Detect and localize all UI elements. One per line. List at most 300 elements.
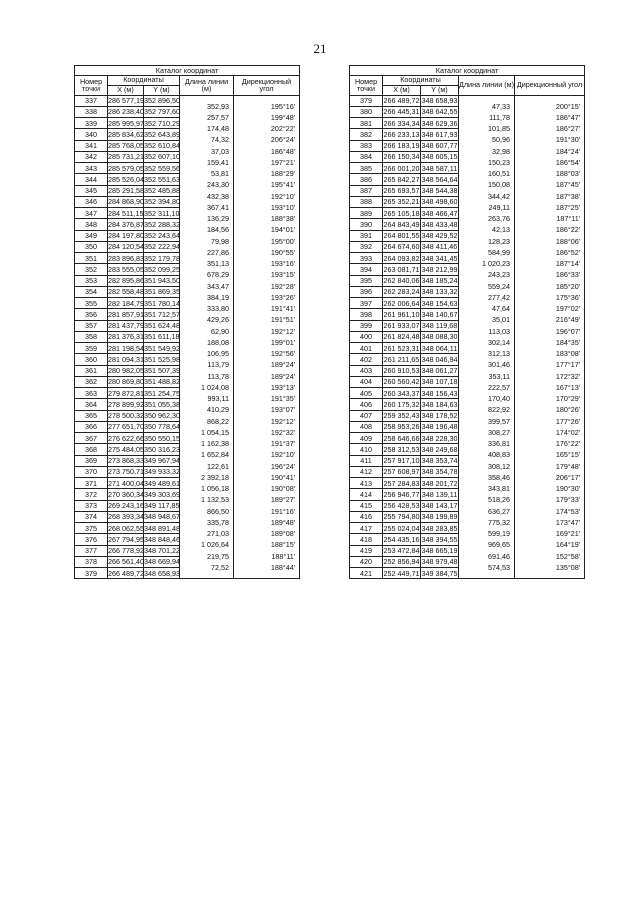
point-number-cell: 357 bbox=[75, 320, 108, 331]
table-row bbox=[350, 523, 585, 534]
bearing-cell: 202°22' bbox=[234, 118, 300, 129]
table-row bbox=[350, 309, 585, 320]
y-coordinate-cell: 352 288,32 bbox=[144, 219, 180, 229]
x-coordinate-cell: 255 024,04 bbox=[383, 523, 420, 533]
table-row bbox=[75, 568, 300, 579]
table-row bbox=[350, 433, 585, 444]
point-number-cell: 420 bbox=[350, 556, 383, 567]
point-number-cell: 353 bbox=[75, 275, 108, 286]
x-coordinate-cell: 262 840,06 bbox=[383, 276, 420, 286]
x-coordinate-cell: 270 360,34 bbox=[108, 489, 144, 499]
x-coordinate-cell: 285 579,05 bbox=[108, 163, 144, 173]
y-coordinate-cell: 351 611,18 bbox=[144, 332, 180, 342]
line-length-cell: 184,56 bbox=[180, 219, 234, 230]
y-coordinate-cell: 348 658,93 bbox=[421, 96, 458, 106]
y-coordinate-cell: 351 712,57 bbox=[144, 309, 180, 319]
y-coordinate-cell: 348 411,46 bbox=[421, 242, 458, 252]
point-number-cell: 396 bbox=[350, 286, 383, 297]
table-row bbox=[75, 196, 300, 207]
table-row bbox=[75, 208, 300, 219]
x-coordinate-cell: 280 982,05 bbox=[108, 366, 144, 376]
line-length-cell: 47,64 bbox=[459, 298, 515, 309]
bearing-cell: 191°30' bbox=[515, 129, 585, 140]
line-length-cell: 170,40 bbox=[459, 388, 515, 399]
point-number-cell: 363 bbox=[75, 388, 108, 399]
point-number-cell: 384 bbox=[350, 151, 383, 162]
x-header: X (м) bbox=[383, 85, 421, 95]
line-length-cell: 822,92 bbox=[459, 399, 515, 410]
bearing-cell: 199°01' bbox=[234, 331, 300, 342]
point-number-cell: 412 bbox=[350, 466, 383, 477]
bearing-cell: 170°29' bbox=[515, 388, 585, 399]
y-coordinate-cell: 348 185,24 bbox=[421, 276, 458, 286]
table-row bbox=[75, 478, 300, 489]
bearing-cell: 189°08' bbox=[234, 523, 300, 534]
x-coordinate-cell: 257 284,83 bbox=[383, 478, 420, 488]
x-coordinate-cell: 266 489,72 bbox=[383, 96, 420, 106]
line-length-cell: 159,41 bbox=[180, 151, 234, 162]
table-row bbox=[75, 129, 300, 140]
point-number-cell: 400 bbox=[350, 331, 383, 342]
point-number-header: Номер точки bbox=[75, 75, 108, 95]
y-coordinate-cell: 348 046,94 bbox=[421, 354, 458, 364]
point-number-cell: 381 bbox=[350, 118, 383, 129]
table-row bbox=[350, 365, 585, 376]
line-length-cell: 1 162,38 bbox=[180, 433, 234, 444]
line-length-cell: 559,24 bbox=[459, 275, 515, 286]
point-number-cell: 345 bbox=[75, 185, 108, 196]
line-length-cell: 62,90 bbox=[180, 320, 234, 331]
bearing-cell: 193°07' bbox=[234, 399, 300, 410]
line-length-cell: 160,51 bbox=[459, 163, 515, 174]
table-row bbox=[350, 455, 585, 466]
line-length-cell: 574,53 bbox=[459, 556, 515, 567]
bearing-cell: 189°27' bbox=[234, 489, 300, 500]
line-length-cell: 72,52 bbox=[180, 556, 234, 567]
bearing-cell: 190°55' bbox=[234, 241, 300, 252]
bearing-cell: 186°33' bbox=[515, 264, 585, 275]
y-coordinate-cell: 348 564,64 bbox=[421, 174, 458, 184]
bearing-cell: 191°37' bbox=[234, 433, 300, 444]
y-coordinate-cell: 352 607,10 bbox=[144, 152, 180, 162]
line-length-cell: 150,23 bbox=[459, 151, 515, 162]
table-row bbox=[350, 140, 585, 151]
x-coordinate-cell: 259 352,43 bbox=[383, 411, 420, 421]
x-coordinate-cell: 278 500,32 bbox=[108, 411, 144, 421]
point-number-cell: 379 bbox=[350, 95, 383, 106]
table-row bbox=[75, 331, 300, 342]
line-length-cell: 868,22 bbox=[180, 410, 234, 421]
line-length-cell: 113,78 bbox=[180, 365, 234, 376]
point-number-cell: 374 bbox=[75, 511, 108, 522]
x-coordinate-cell: 266 445,31 bbox=[383, 107, 420, 117]
point-number-cell: 344 bbox=[75, 174, 108, 185]
x-coordinate-cell: 283 896,83 bbox=[108, 253, 144, 263]
y-coordinate-cell: 351 525,98 bbox=[144, 354, 180, 364]
x-coordinate-cell: 285 291,58 bbox=[108, 186, 144, 196]
bearing-cell: 195°16' bbox=[234, 95, 300, 106]
point-number-cell: 340 bbox=[75, 129, 108, 140]
table-row bbox=[350, 118, 585, 129]
bearing-cell: 188°11' bbox=[234, 545, 300, 556]
line-length-cell: 384,19 bbox=[180, 286, 234, 297]
table-row bbox=[75, 523, 300, 534]
bearing-cell: 192°12' bbox=[234, 320, 300, 331]
y-coordinate-cell: 348 143,17 bbox=[421, 501, 458, 511]
bearing-cell: 197°02' bbox=[515, 298, 585, 309]
bearing-cell: 165°15' bbox=[515, 444, 585, 455]
table-row bbox=[75, 534, 300, 545]
y-coordinate-cell: 348 544,38 bbox=[421, 186, 458, 196]
table-row bbox=[350, 286, 585, 297]
bearing-cell: 192°32' bbox=[234, 421, 300, 432]
point-number-cell: 419 bbox=[350, 545, 383, 556]
line-length-cell: 408,83 bbox=[459, 444, 515, 455]
y-coordinate-cell: 348 133,32 bbox=[421, 287, 458, 297]
table-row bbox=[350, 219, 585, 230]
point-number-cell: 418 bbox=[350, 534, 383, 545]
line-length-cell: 636,27 bbox=[459, 500, 515, 511]
bearing-cell: 175°36' bbox=[515, 286, 585, 297]
line-length-cell: 263,76 bbox=[459, 208, 515, 219]
table-row bbox=[350, 421, 585, 432]
point-number-cell: 385 bbox=[350, 163, 383, 174]
coordinate-catalog-left bbox=[74, 65, 300, 579]
bearing-cell: 186°22' bbox=[515, 219, 585, 230]
y-coordinate-cell: 351 055,38 bbox=[144, 399, 180, 409]
table-row bbox=[75, 118, 300, 129]
x-coordinate-cell: 255 794,80 bbox=[383, 512, 420, 522]
line-length-cell: 53,81 bbox=[180, 163, 234, 174]
point-number-cell: 361 bbox=[75, 365, 108, 376]
point-number-cell: 390 bbox=[350, 219, 383, 230]
table-row bbox=[350, 163, 585, 174]
y-coordinate-cell: 349 489,61 bbox=[144, 478, 180, 488]
y-coordinate-cell: 348 061,27 bbox=[421, 366, 458, 376]
bearing-cell: 167°13' bbox=[515, 376, 585, 387]
point-number-cell: 395 bbox=[350, 275, 383, 286]
table-row bbox=[75, 185, 300, 196]
table-row bbox=[75, 241, 300, 252]
y-coordinate-cell: 349 384,75 bbox=[421, 568, 458, 578]
line-length-cell: 775,32 bbox=[459, 511, 515, 522]
point-number-cell: 349 bbox=[75, 230, 108, 241]
line-length-cell: 257,57 bbox=[180, 106, 234, 117]
line-length-cell: 219,75 bbox=[180, 545, 234, 556]
table-row bbox=[350, 129, 585, 140]
bearing-cell: 179°48' bbox=[515, 455, 585, 466]
x-coordinate-cell: 260 910,53 bbox=[383, 366, 420, 376]
table-row bbox=[350, 556, 585, 567]
bearing-cell: 206°17' bbox=[515, 466, 585, 477]
x-coordinate-cell: 266 334,34 bbox=[383, 118, 420, 128]
line-length-cell: 599,19 bbox=[459, 523, 515, 534]
point-number-cell: 403 bbox=[350, 365, 383, 376]
y-coordinate-cell: 351 943,50 bbox=[144, 276, 180, 286]
table-row bbox=[75, 286, 300, 297]
bearing-cell: 186°47' bbox=[515, 106, 585, 117]
x-coordinate-cell: 273 868,33 bbox=[108, 456, 144, 466]
y-coordinate-cell: 348 354,78 bbox=[421, 467, 458, 477]
table-row bbox=[350, 185, 585, 196]
y-coordinate-cell: 351 254,75 bbox=[144, 388, 180, 398]
bearing-cell: 187°45' bbox=[515, 174, 585, 185]
table-row bbox=[350, 320, 585, 331]
x-coordinate-cell: 286 238,40 bbox=[108, 107, 144, 117]
point-number-cell: 415 bbox=[350, 500, 383, 511]
y-coordinate-cell: 349 117,85 bbox=[144, 501, 180, 511]
bearing-cell: 180°26' bbox=[515, 399, 585, 410]
x-coordinate-cell: 281 437,79 bbox=[108, 321, 144, 331]
table-row bbox=[75, 545, 300, 556]
table-row bbox=[75, 106, 300, 117]
point-number-cell: 421 bbox=[350, 568, 383, 579]
y-coordinate-cell: 348 199,89 bbox=[421, 512, 458, 522]
y-coordinate-cell: 350 550,15 bbox=[144, 433, 180, 443]
line-length-cell: 113,79 bbox=[180, 354, 234, 365]
line-length-cell: 678,29 bbox=[180, 264, 234, 275]
x-coordinate-cell: 256 428,53 bbox=[383, 501, 420, 511]
x-coordinate-cell: 264 674,60 bbox=[383, 242, 420, 252]
y-coordinate-cell: 348 607,77 bbox=[421, 141, 458, 151]
bearing-header: Дирекционный угол bbox=[515, 75, 585, 95]
point-number-cell: 355 bbox=[75, 298, 108, 309]
point-number-cell: 370 bbox=[75, 466, 108, 477]
x-coordinate-cell: 282 558,48 bbox=[108, 287, 144, 297]
bearing-cell: 192°10' bbox=[234, 444, 300, 455]
x-coordinate-cell: 266 001,20 bbox=[383, 163, 420, 173]
y-coordinate-cell: 351 488,82 bbox=[144, 377, 180, 387]
x-coordinate-cell: 265 105,18 bbox=[383, 208, 420, 218]
bearing-cell: 199°48' bbox=[234, 106, 300, 117]
line-length-cell: 343,81 bbox=[459, 478, 515, 489]
point-number-cell: 343 bbox=[75, 163, 108, 174]
line-length-cell: 243,23 bbox=[459, 264, 515, 275]
table-row bbox=[75, 421, 300, 432]
x-coordinate-cell: 284 511,15 bbox=[108, 208, 144, 218]
point-number-cell: 417 bbox=[350, 523, 383, 534]
x-coordinate-cell: 265 693,57 bbox=[383, 186, 420, 196]
x-coordinate-cell: 282 895,86 bbox=[108, 276, 144, 286]
x-coordinate-cell: 278 899,92 bbox=[108, 399, 144, 409]
bearing-cell: 189°24' bbox=[234, 354, 300, 365]
x-coordinate-cell: 252 449,71 bbox=[383, 568, 420, 578]
table-row bbox=[350, 399, 585, 410]
x-coordinate-cell: 258 646,66 bbox=[383, 433, 420, 443]
line-length-cell: 50,96 bbox=[459, 129, 515, 140]
x-coordinate-cell: 265 842,27 bbox=[383, 174, 420, 184]
line-length-cell: 352,93 bbox=[180, 95, 234, 106]
table-row bbox=[350, 174, 585, 185]
x-coordinate-cell: 281 376,31 bbox=[108, 332, 144, 342]
x-coordinate-cell: 266 778,92 bbox=[108, 546, 144, 556]
line-length-cell: 128,23 bbox=[459, 230, 515, 241]
bearing-cell: 187°38' bbox=[515, 185, 585, 196]
point-number-cell: 339 bbox=[75, 118, 108, 129]
bearing-cell: 188°03' bbox=[515, 163, 585, 174]
line-length-cell: 1 054,15 bbox=[180, 421, 234, 432]
y-coordinate-cell: 349 303,69 bbox=[144, 489, 180, 499]
line-length-cell: 344,42 bbox=[459, 185, 515, 196]
x-coordinate-cell: 277 651,70 bbox=[108, 422, 144, 432]
x-coordinate-cell: 257 917,10 bbox=[383, 456, 420, 466]
line-length-cell: 429,26 bbox=[180, 309, 234, 320]
bearing-cell: 193°26' bbox=[234, 286, 300, 297]
table-row bbox=[350, 275, 585, 286]
x-coordinate-cell: 257 608,97 bbox=[383, 467, 420, 477]
point-number-header: Номер точки bbox=[350, 75, 383, 95]
bearing-cell: 193°13' bbox=[234, 376, 300, 387]
point-number-cell: 342 bbox=[75, 151, 108, 162]
bearing-cell: 191°16' bbox=[234, 500, 300, 511]
bearing-cell: 188°44' bbox=[234, 556, 300, 567]
bearing-cell: 190°41' bbox=[234, 466, 300, 477]
point-number-cell: 388 bbox=[350, 196, 383, 207]
y-coordinate-cell: 352 243,64 bbox=[144, 231, 180, 241]
point-number-cell: 401 bbox=[350, 343, 383, 354]
point-number-cell: 379 bbox=[75, 568, 108, 579]
point-number-cell: 369 bbox=[75, 455, 108, 466]
table-row bbox=[350, 500, 585, 511]
bearing-cell: 187°11' bbox=[515, 208, 585, 219]
line-length-cell: 993,11 bbox=[180, 388, 234, 399]
x-coordinate-cell: 268 393,34 bbox=[108, 512, 144, 522]
bearing-cell: 169°21' bbox=[515, 523, 585, 534]
bearing-cell: 193°15' bbox=[234, 264, 300, 275]
line-length-cell: 691,46 bbox=[459, 545, 515, 556]
y-coordinate-cell: 348 283,85 bbox=[421, 523, 458, 533]
x-coordinate-cell: 275 484,05 bbox=[108, 444, 144, 454]
table-row bbox=[350, 331, 585, 342]
y-coordinate-cell: 348 498,60 bbox=[421, 197, 458, 207]
y-coordinate-cell: 348 107,18 bbox=[421, 377, 458, 387]
line-length-cell: 410,29 bbox=[180, 399, 234, 410]
bearing-cell: 174°02' bbox=[515, 421, 585, 432]
line-length-cell: 113,03 bbox=[459, 320, 515, 331]
table-row bbox=[350, 568, 585, 579]
bearing-cell: 193°10' bbox=[234, 196, 300, 207]
y-coordinate-cell: 348 178,52 bbox=[421, 411, 458, 421]
table-row bbox=[75, 140, 300, 151]
line-length-cell: 584,99 bbox=[459, 241, 515, 252]
line-length-cell: 122,61 bbox=[180, 455, 234, 466]
x-coordinate-cell: 252 856,94 bbox=[383, 557, 420, 567]
x-coordinate-cell: 283 555,05 bbox=[108, 264, 144, 274]
line-length-cell: 37,03 bbox=[180, 140, 234, 151]
bearing-cell: 174°53' bbox=[515, 500, 585, 511]
x-header: X (м) bbox=[108, 85, 144, 95]
x-coordinate-cell: 258 312,53 bbox=[383, 444, 420, 454]
point-number-cell: 372 bbox=[75, 489, 108, 500]
table-row bbox=[75, 410, 300, 421]
point-number-cell: 409 bbox=[350, 433, 383, 444]
x-coordinate-cell: 260 343,37 bbox=[383, 388, 420, 398]
bearing-cell: 191°41' bbox=[234, 298, 300, 309]
point-number-cell: 413 bbox=[350, 478, 383, 489]
table-row bbox=[75, 320, 300, 331]
table-row bbox=[75, 444, 300, 455]
y-coordinate-cell: 348 394,55 bbox=[421, 534, 458, 544]
y-coordinate-cell: 348 848,46 bbox=[144, 534, 180, 544]
line-length-cell: 42,13 bbox=[459, 219, 515, 230]
table-row bbox=[75, 253, 300, 264]
point-number-cell: 376 bbox=[75, 534, 108, 545]
x-coordinate-cell: 267 794,95 bbox=[108, 534, 144, 544]
x-coordinate-cell: 276 622,66 bbox=[108, 433, 144, 443]
table-row bbox=[75, 354, 300, 365]
line-length-cell: 969,65 bbox=[459, 534, 515, 545]
y-coordinate-cell: 348 353,74 bbox=[421, 456, 458, 466]
line-length-cell: 277,42 bbox=[459, 286, 515, 297]
line-length-cell: 35,01 bbox=[459, 309, 515, 320]
point-number-cell: 386 bbox=[350, 174, 383, 185]
line-length-cell: 32,98 bbox=[459, 140, 515, 151]
y-coordinate-cell: 348 088,30 bbox=[421, 332, 458, 342]
catalog-title: Каталог координат bbox=[350, 66, 585, 76]
table-row bbox=[75, 219, 300, 230]
bearing-cell: 196°24' bbox=[234, 455, 300, 466]
line-length-cell: 111,78 bbox=[459, 106, 515, 117]
line-length-cell: 343,47 bbox=[180, 275, 234, 286]
y-coordinate-cell: 352 559,56 bbox=[144, 163, 180, 173]
y-coordinate-cell: 348 201,72 bbox=[421, 478, 458, 488]
line-length-cell: 1 056,18 bbox=[180, 478, 234, 489]
table-row bbox=[75, 264, 300, 275]
x-coordinate-cell: 265 352,21 bbox=[383, 197, 420, 207]
y-coordinate-cell: 352 099,25 bbox=[144, 264, 180, 274]
line-length-cell: 301,46 bbox=[459, 354, 515, 365]
table-row bbox=[75, 388, 300, 399]
y-coordinate-cell: 348 701,22 bbox=[144, 546, 180, 556]
point-number-cell: 365 bbox=[75, 410, 108, 421]
point-number-cell: 348 bbox=[75, 219, 108, 230]
line-length-cell: 333,80 bbox=[180, 298, 234, 309]
table-row bbox=[350, 410, 585, 421]
line-length-cell: 336,81 bbox=[459, 433, 515, 444]
point-number-cell: 366 bbox=[75, 421, 108, 432]
point-number-cell: 360 bbox=[75, 354, 108, 365]
length-header: Длина линии (м) bbox=[180, 75, 234, 95]
line-length-cell: 188,08 bbox=[180, 331, 234, 342]
length-header: Длина линии (м) bbox=[459, 75, 515, 95]
point-number-cell: 350 bbox=[75, 241, 108, 252]
bearing-cell: 188°38' bbox=[234, 208, 300, 219]
line-length-cell: 302,14 bbox=[459, 331, 515, 342]
y-coordinate-cell: 348 665,19 bbox=[421, 546, 458, 556]
point-number-cell: 392 bbox=[350, 241, 383, 252]
x-coordinate-cell: 279 872,81 bbox=[108, 388, 144, 398]
bearing-cell: 183°08' bbox=[515, 343, 585, 354]
table-row bbox=[350, 264, 585, 275]
y-coordinate-cell: 350 316,23 bbox=[144, 444, 180, 454]
y-coordinate-cell: 348 196,48 bbox=[421, 422, 458, 432]
y-coordinate-cell: 352 551,63 bbox=[144, 174, 180, 184]
y-coordinate-cell: 349 967,94 bbox=[144, 456, 180, 466]
y-header: Y (м) bbox=[144, 85, 180, 95]
y-coordinate-cell: 348 249,68 bbox=[421, 444, 458, 454]
bearing-header: Дирекционный угол bbox=[234, 75, 300, 95]
bearing-cell: 189°24' bbox=[234, 365, 300, 376]
line-length-cell: 1 132,53 bbox=[180, 489, 234, 500]
point-number-cell: 398 bbox=[350, 309, 383, 320]
bearing-cell: 200°15' bbox=[515, 95, 585, 106]
bearing-cell: 173°47' bbox=[515, 511, 585, 522]
x-coordinate-cell: 261 961,10 bbox=[383, 309, 420, 319]
y-coordinate-cell: 348 605,15 bbox=[421, 152, 458, 162]
point-number-cell: 337 bbox=[75, 95, 108, 106]
x-coordinate-cell: 268 062,55 bbox=[108, 523, 144, 533]
table-row bbox=[350, 95, 585, 106]
